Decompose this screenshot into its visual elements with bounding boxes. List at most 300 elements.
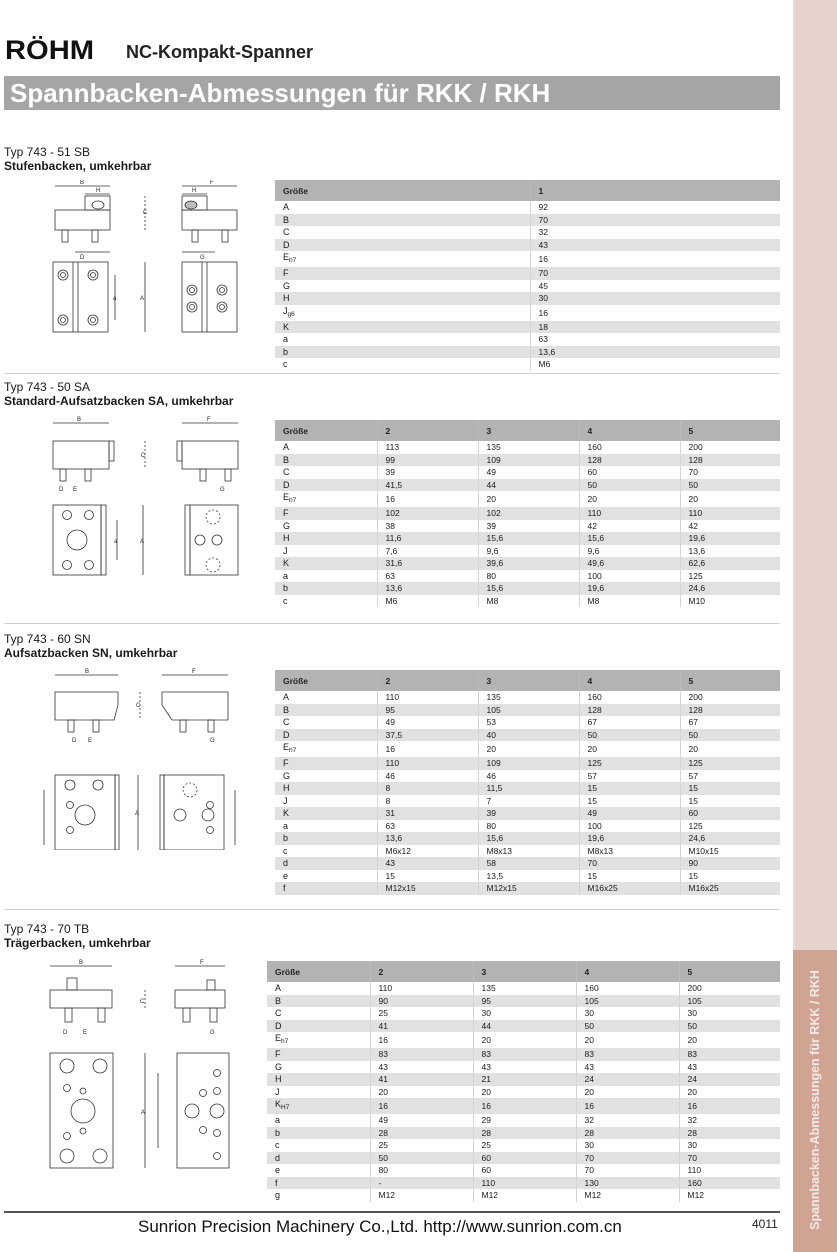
dimension-value: 46 [377, 770, 478, 783]
dimension-symbol: a [283, 820, 289, 831]
stepped-jaw-drawing [45, 180, 245, 335]
header-cell: 2 [370, 961, 473, 982]
table-row [267, 1189, 780, 1202]
dimension-value: 63 [377, 820, 478, 833]
tolerance-subscript: h7 [289, 257, 297, 264]
table-row [275, 570, 780, 583]
dimension-label [267, 1098, 370, 1114]
dimension-value: 95 [473, 995, 576, 1008]
dimension-symbol: e [283, 870, 289, 881]
dimension-value: 83 [679, 1048, 780, 1061]
dimension-symbol: B [275, 995, 282, 1006]
dimension-value: 50 [680, 729, 780, 742]
table-row [267, 1114, 780, 1127]
table-row [275, 321, 780, 334]
dimension-value: 50 [680, 479, 780, 492]
dimension-value: 70 [679, 1152, 780, 1165]
dimension-value: 46 [478, 770, 579, 783]
dimension-value: 42 [680, 520, 780, 533]
dimension-value: 39 [478, 807, 579, 820]
dimension-value: 20 [473, 1086, 576, 1099]
dimension-label [267, 1048, 370, 1061]
dimension-value: 67 [579, 716, 680, 729]
tolerance-subscript: h7 [281, 1038, 289, 1045]
top-jaw-sn-drawing [30, 665, 250, 850]
table-row [275, 557, 780, 570]
dimension-value: 200 [680, 691, 780, 704]
tolerance-subscript: g6 [287, 310, 295, 318]
table-row [275, 582, 780, 595]
dimension-value: 128 [579, 454, 680, 467]
dimension-value: 43 [679, 1061, 780, 1074]
dimension-value: 15,6 [478, 832, 579, 845]
dimension-symbol: D [275, 1020, 282, 1031]
dimension-label [275, 870, 377, 883]
header-cell: 1 [530, 180, 780, 201]
section-type: Typ 743 - 70 TB [4, 922, 90, 936]
dimension-value: 110 [579, 507, 680, 520]
dimension-symbol: g [275, 1190, 281, 1201]
dimension-value: 32 [679, 1114, 780, 1127]
table-row [267, 1139, 780, 1152]
dimension-symbol: c [283, 595, 288, 606]
dimension-label [275, 795, 377, 808]
dimension-label [275, 333, 530, 346]
dimension-value: 13,6 [377, 832, 478, 845]
dimension-value: 20 [576, 1086, 679, 1099]
section-divider [4, 909, 780, 910]
dimension-value: 110 [377, 691, 478, 704]
table-row [275, 520, 780, 533]
dimension-symbol: K [283, 321, 290, 332]
tolerance-subscript: h7 [289, 497, 297, 504]
dimension-label [275, 280, 530, 293]
dimension-value: 110 [680, 507, 780, 520]
section-name: Standard-Aufsatzbacken SA, umkehrbar [4, 394, 234, 408]
page-number: 4011 [752, 1217, 778, 1231]
dimension-value: 60 [473, 1164, 576, 1177]
dimension-symbol: B [283, 214, 290, 225]
dimension-value: 32 [530, 226, 780, 239]
header-cell: 4 [579, 420, 680, 441]
dimension-symbol: G [275, 1061, 283, 1072]
svg-text:E: E [88, 738, 93, 744]
dimension-value: 50 [679, 1020, 780, 1033]
dimension-value: 38 [377, 520, 478, 533]
dimension-symbol: J [275, 1086, 280, 1097]
dimension-value: 128 [579, 704, 680, 717]
dimension-value: 135 [473, 982, 576, 995]
section-type: Typ 743 - 50 SA [4, 380, 91, 394]
dimension-symbol: b [275, 1127, 281, 1138]
svg-text:B: B [77, 417, 82, 423]
dimension-label [275, 532, 377, 545]
dimension-value: 28 [679, 1127, 780, 1140]
dimension-value: M6x12 [377, 845, 478, 858]
dimension-value: 50 [579, 479, 680, 492]
table-header-row [275, 420, 780, 441]
dimension-value: 31 [377, 807, 478, 820]
dimension-label [267, 1086, 370, 1099]
svg-text:B: B [85, 669, 90, 675]
dimension-value: 20 [478, 491, 579, 507]
dimension-value: 40 [478, 729, 579, 742]
dimension-symbol: f [283, 883, 286, 894]
svg-text:F: F [192, 669, 196, 675]
table-header-row [267, 961, 780, 982]
svg-text:E: E [73, 487, 78, 493]
dimension-value: 41,5 [377, 479, 478, 492]
dimension-value: 20 [680, 491, 780, 507]
dimension-value: 135 [478, 441, 579, 454]
dimension-value: 19,6 [579, 832, 680, 845]
dimension-label [275, 570, 377, 583]
brand-name: RÖHM [5, 34, 95, 65]
dimension-value: 105 [679, 995, 780, 1008]
dimension-value: 16 [370, 1098, 473, 1114]
dimension-label [275, 305, 530, 321]
table-row [275, 358, 780, 371]
dimension-value: 63 [377, 570, 478, 583]
dimension-value: 83 [370, 1048, 473, 1061]
dimension-value: 32 [576, 1114, 679, 1127]
dimension-symbol: C [283, 717, 290, 728]
table-row [275, 832, 780, 845]
header-cell: Größe [267, 961, 370, 982]
dimension-value: 29 [473, 1114, 576, 1127]
table-row [275, 214, 780, 227]
svg-text:D: D [72, 738, 77, 744]
dimension-label [275, 845, 377, 858]
dimension-symbol: A [283, 692, 290, 703]
table-row [275, 870, 780, 883]
table-row [267, 982, 780, 995]
dimension-value: 28 [370, 1127, 473, 1140]
dimension-value: 90 [680, 857, 780, 870]
table-row [267, 1164, 780, 1177]
dimension-value: 45 [530, 280, 780, 293]
header-cell: 3 [473, 961, 576, 982]
dimension-value: 92 [530, 201, 780, 214]
dimension-value: 37,5 [377, 729, 478, 742]
dimension-symbol: b [283, 583, 289, 594]
table-row [275, 857, 780, 870]
dimension-value: 49 [579, 807, 680, 820]
table-row [275, 280, 780, 293]
dimension-value: 70 [530, 267, 780, 280]
dimension-value: 43 [530, 239, 780, 252]
dimension-value: 39 [377, 466, 478, 479]
dimension-value: 102 [478, 507, 579, 520]
dimension-value: M12 [576, 1189, 679, 1202]
dimension-value: M16x25 [579, 882, 680, 895]
dimension-value: 15,6 [579, 532, 680, 545]
dimension-symbol: K [283, 558, 290, 569]
dimension-value: 67 [680, 716, 780, 729]
dimension-value: 21 [473, 1073, 576, 1086]
dimension-value: 20 [680, 741, 780, 757]
dimension-value: 83 [576, 1048, 679, 1061]
dimension-symbol: D [283, 479, 290, 490]
dimension-symbol: e [275, 1165, 281, 1176]
table-row [275, 267, 780, 280]
dimension-label [267, 1139, 370, 1152]
dimension-value: 16 [377, 491, 478, 507]
dimension-label [275, 214, 530, 227]
dimension-symbol: F [283, 268, 289, 279]
dimension-symbol: H [283, 293, 290, 304]
dimension-label [275, 857, 377, 870]
dimension-label [267, 1189, 370, 1202]
dimension-symbol: C [283, 467, 290, 478]
dimension-value: 70 [576, 1164, 679, 1177]
dimension-symbol: H [283, 533, 290, 544]
dimension-label [267, 1152, 370, 1165]
dimension-value: M12x15 [377, 882, 478, 895]
dimension-value: 24,6 [680, 582, 780, 595]
dimension-value: 43 [370, 1061, 473, 1074]
table-row [275, 346, 780, 359]
table-row [275, 704, 780, 717]
dimension-value: 70 [530, 214, 780, 227]
dimension-label [275, 454, 377, 467]
dimension-value: 20 [473, 1032, 576, 1048]
dimension-label [275, 251, 530, 267]
standard-top-jaw-drawing [45, 415, 245, 580]
dimension-value: M6 [377, 595, 478, 608]
dimension-value: M12x15 [478, 882, 579, 895]
table-row [267, 1048, 780, 1061]
header-cell: 5 [680, 670, 780, 691]
dimension-value: 60 [680, 807, 780, 820]
dimension-value: 24,6 [680, 832, 780, 845]
dimension-value: M8x13 [478, 845, 579, 858]
dimension-value: 70 [576, 1152, 679, 1165]
svg-text:a: a [113, 296, 117, 302]
dimension-symbol: c [283, 359, 288, 370]
dimension-symbol: a [275, 1115, 281, 1126]
table-row [275, 491, 780, 507]
dimension-value: 25 [473, 1139, 576, 1152]
dimension-value: 125 [579, 757, 680, 770]
table-row [275, 716, 780, 729]
dimension-value: 50 [370, 1152, 473, 1165]
dimension-value: 9,6 [579, 545, 680, 558]
dimension-value: 41 [370, 1020, 473, 1033]
dimension-value: 125 [680, 570, 780, 583]
dimension-symbol: J [283, 305, 288, 316]
dimension-value: 125 [680, 820, 780, 833]
svg-text:E: E [83, 1030, 88, 1036]
dimension-symbol: E [283, 252, 290, 262]
tolerance-subscript: H7 [281, 1104, 290, 1111]
table-row [275, 441, 780, 454]
section-title [4, 380, 233, 408]
dimension-label [275, 479, 377, 492]
dimension-value: M8 [579, 595, 680, 608]
dimension-value: 20 [679, 1032, 780, 1048]
dimension-value: - [370, 1177, 473, 1190]
dimension-label [275, 832, 377, 845]
dimension-value: M10 [680, 595, 780, 608]
dimension-value: 28 [473, 1127, 576, 1140]
dimension-label [275, 507, 377, 520]
dimension-table [275, 670, 780, 895]
dimension-value: 16 [530, 305, 780, 321]
dimension-value: 30 [576, 1007, 679, 1020]
dimension-value: M6 [530, 358, 780, 371]
dimension-value: 13,5 [478, 870, 579, 883]
table-row [275, 691, 780, 704]
dimension-value: 90 [370, 995, 473, 1008]
svg-text:C: C [140, 999, 145, 1005]
dimension-value: 130 [576, 1177, 679, 1190]
header-cell: 5 [679, 961, 780, 982]
section-title [4, 632, 177, 660]
dimension-value: 39,6 [478, 557, 579, 570]
dimension-value: 20 [370, 1086, 473, 1099]
dimension-value: 80 [370, 1164, 473, 1177]
dimension-value: 80 [478, 570, 579, 583]
section-divider [4, 373, 780, 374]
table-row [275, 454, 780, 467]
dimension-symbol: G [283, 280, 291, 291]
product-name: NC-Kompakt-Spanner [126, 42, 314, 62]
dimension-value: 13,6 [680, 545, 780, 558]
dimension-symbol: a [283, 334, 289, 345]
dimension-value: 110 [473, 1177, 576, 1190]
dimension-value: M12 [370, 1189, 473, 1202]
page-title-bar [4, 76, 780, 110]
table-row [275, 239, 780, 252]
dimension-value: 16 [679, 1098, 780, 1114]
dimension-value: 30 [679, 1007, 780, 1020]
table-row [275, 466, 780, 479]
dimension-value: 7,6 [377, 545, 478, 558]
dimension-value: 30 [473, 1007, 576, 1020]
dimension-label [267, 1007, 370, 1020]
table-row [267, 1007, 780, 1020]
svg-text:G: G [220, 487, 225, 493]
svg-text:F: F [207, 417, 211, 423]
dimension-value: 15 [579, 795, 680, 808]
dimension-value: M8x13 [579, 845, 680, 858]
dimension-value: 16 [473, 1098, 576, 1114]
dimension-value: 60 [473, 1152, 576, 1165]
table-row [267, 1020, 780, 1033]
dimension-table [267, 961, 780, 1202]
dimension-value: 11,6 [377, 532, 478, 545]
dimension-value: 15 [680, 795, 780, 808]
dimension-value: 57 [680, 770, 780, 783]
header-cell: 4 [579, 670, 680, 691]
dimension-value: 160 [679, 1177, 780, 1190]
table-row [275, 741, 780, 757]
svg-text:G: G [200, 255, 205, 261]
svg-text:A: A [140, 296, 145, 302]
dimension-value: M16x25 [680, 882, 780, 895]
dimension-symbol: A [283, 202, 290, 213]
table-row [267, 1061, 780, 1074]
table-row [267, 1086, 780, 1099]
dimension-label [275, 346, 530, 359]
dimension-symbol: J [283, 545, 288, 556]
table-row [267, 1032, 780, 1048]
table-row [275, 782, 780, 795]
dimension-value: 70 [579, 857, 680, 870]
dimension-value: 57 [579, 770, 680, 783]
table-row [275, 757, 780, 770]
table-row [267, 995, 780, 1008]
dimension-symbol: b [283, 346, 289, 357]
dimension-value: 15 [579, 782, 680, 795]
svg-text:A: A [141, 1110, 146, 1116]
section-type: Typ 743 - 60 SN [4, 632, 91, 646]
table-row [275, 292, 780, 305]
table-row [267, 1127, 780, 1140]
section-name: Trägerbacken, umkehrbar [4, 936, 151, 950]
dimension-table [275, 420, 780, 607]
dimension-value: 80 [478, 820, 579, 833]
dimension-symbol: K [275, 1099, 282, 1109]
dimension-value: 135 [478, 691, 579, 704]
dimension-value: 49 [478, 466, 579, 479]
dimension-symbol: E [283, 492, 290, 502]
dimension-value: 62,6 [680, 557, 780, 570]
dimension-value: 20 [679, 1086, 780, 1099]
dimension-value: 109 [478, 757, 579, 770]
dimension-value: 28 [576, 1127, 679, 1140]
dimension-value: 160 [579, 691, 680, 704]
dimension-value: 60 [579, 466, 680, 479]
table-row [275, 882, 780, 895]
dimension-value: 70 [680, 466, 780, 479]
dimension-symbol: F [283, 508, 289, 519]
dimension-value: 16 [576, 1098, 679, 1114]
table-row [275, 795, 780, 808]
dimension-label [275, 582, 377, 595]
svg-text:G: G [210, 1030, 215, 1036]
table-row [275, 595, 780, 608]
dimension-value: 43 [473, 1061, 576, 1074]
dimension-label [275, 520, 377, 533]
svg-text:A: A [135, 811, 140, 817]
dimension-value: 109 [478, 454, 579, 467]
dimension-label [275, 557, 377, 570]
dimension-label [275, 321, 530, 334]
dimension-value: 83 [473, 1048, 576, 1061]
dimension-label [275, 441, 377, 454]
brand-logo [5, 34, 95, 65]
svg-text:H: H [96, 188, 101, 194]
dimension-symbol: b [283, 833, 289, 844]
dimension-value: 44 [478, 479, 579, 492]
dimension-value: 49 [377, 716, 478, 729]
dimension-value: 200 [679, 982, 780, 995]
dimension-value: 13,6 [377, 582, 478, 595]
dimension-value: 43 [576, 1061, 679, 1074]
table-row [275, 201, 780, 214]
dimension-value: 18 [530, 321, 780, 334]
dimension-label [267, 1127, 370, 1140]
dimension-value: M12 [679, 1189, 780, 1202]
dim-label: B [80, 180, 85, 186]
header-cell: 2 [377, 670, 478, 691]
dimension-value: 30 [530, 292, 780, 305]
dimension-value: 8 [377, 795, 478, 808]
dimension-value: 160 [579, 441, 680, 454]
carrier-jaw-drawing [45, 958, 245, 1173]
